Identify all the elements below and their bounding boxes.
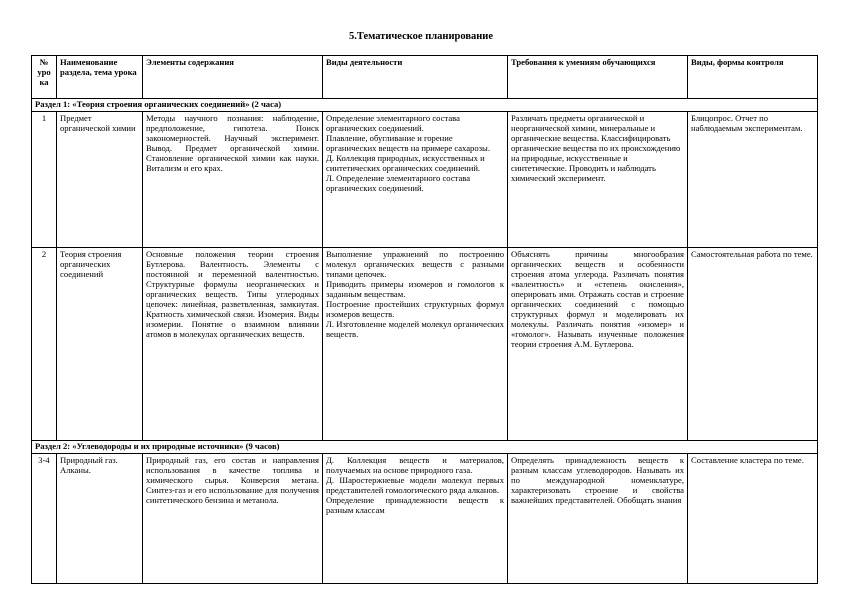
lesson-number: 2 xyxy=(32,248,57,441)
activity-line: Д. Коллекция веществ и материалов, получаемых на основе природного газа. xyxy=(326,455,504,475)
requirements-cell: Определять принадлежность веществ к разным классам углеводородов. Называть их по международной номенклатуре, характеризовать строение и свойства важнейших представителей. Обобщать знания xyxy=(508,454,688,584)
lesson-topic: Природный газ. Алканы. xyxy=(57,454,143,584)
activity-line: Д. Коллекция природных, искусственных и синтетических органических соединений. xyxy=(326,152,485,173)
control-cell: Составление кластера по теме. xyxy=(688,454,818,584)
lesson-number: 3-4 xyxy=(32,454,57,584)
table-header-row xyxy=(32,56,818,99)
activity-cell xyxy=(323,454,508,584)
activity-line: Плавление, обугливание и горение органических веществ на примере сахарозы. xyxy=(326,132,490,153)
lesson-topic: Предмет органической химии xyxy=(57,112,143,248)
section-label: Раздел 1: «Теория строения органических соединений» (2 часа) xyxy=(32,99,818,112)
activity-line: Приводить примеры изомеров и гомологов к заданным веществам. xyxy=(326,278,504,299)
header-control-forms: Виды, формы контроля xyxy=(688,56,818,99)
header-requirements: Требования к умениям обучающихся xyxy=(508,56,688,99)
lesson-topic: Теория строения органических соединений xyxy=(57,248,143,441)
activity-line: Построение простейших структурных формул изомеров веществ. xyxy=(326,298,504,319)
activity-cell xyxy=(323,112,508,248)
activity-line: Определение элементарного состава органических соединений. xyxy=(326,113,460,133)
planning-table xyxy=(31,55,818,584)
requirements-cell: Объяснять причины многообразия органических веществ и особенности строения атома углерода. Различать понятия «валентность» и «степень окисления», оперировать ими. Отражать состав и строение органических соединений с помощью структурных формул и моделировать их молекулы. Различать понятия «изомер» и «гомолог». Называть изученные положения теории строения А.М. Бутлерова. xyxy=(508,248,688,441)
page-title: 5.Тематическое планирование xyxy=(348,31,494,42)
section-row xyxy=(32,441,818,454)
table-row xyxy=(32,454,818,584)
header-content-elements: Элементы содержания xyxy=(143,56,323,99)
activity-line: Д. Шаростержневые модели молекул первых представителей гомологического ряда алканов. xyxy=(326,474,504,495)
header-section-topic: Наименование раздела, тема урока xyxy=(57,56,143,99)
content-elements: Основные положения теории строения Бутлерова. Валентность. Элементы с постоянной и переменной валентностью. Структурные формулы неорганических и органических веществ. Типы углеродных цепочек: линейная, разветвленная, замкнутая. Кратность химической связи. Изомерия. Виды изомерии. Понятие о взаимном влиянии атомов в молекулах органических веществ. xyxy=(143,248,323,441)
content-elements: Природный газ, его состав и направления использования в качестве топлива и химического сырья. Конверсия метана. Синтез-газ и его использование для получения синтетического бензина и метанола. xyxy=(143,454,323,584)
lesson-number: 1 xyxy=(32,112,57,248)
header-lesson-number: № уро ка xyxy=(32,56,57,99)
activity-line: Л. Изготовление моделей молекул органических веществ. xyxy=(326,318,504,339)
control-cell: Блицопрос. Отчет по наблюдаемым экспериментам. xyxy=(688,112,818,248)
content-elements: Методы научного познания: наблюдение, предположение, гипотеза. Поиск закономерностей. Научный эксперимент. Вывод. Предмет органической химии. Становление органической химии как науки. Витализм и его крах. xyxy=(143,112,323,248)
activity-cell xyxy=(323,248,508,441)
requirements-cell: Различать предметы органической и неорганической химии, минеральные и органические вещества. Классифицировать органические вещества по их происхождению на природные, искусственные и синтетические. Проводить и наблюдать химический эксперимент. xyxy=(508,112,688,248)
section-label: Раздел 2: «Углеводороды и их природные источники» (9 часов) xyxy=(32,441,818,454)
section-row xyxy=(32,99,818,112)
activity-line: Л. Определение элементарного состава органических соединений. xyxy=(326,172,471,193)
activity-line: Определение принадлежности веществ к разным классам xyxy=(326,494,504,515)
table-row xyxy=(32,112,818,248)
header-activity-types: Виды деятельности xyxy=(323,56,508,99)
table-row xyxy=(32,248,818,441)
activity-line: Выполнение упражнений по построению молекул органических веществ с разными типами цепочек. xyxy=(326,249,504,279)
control-cell: Самостоятельная работа по теме. xyxy=(688,248,818,441)
